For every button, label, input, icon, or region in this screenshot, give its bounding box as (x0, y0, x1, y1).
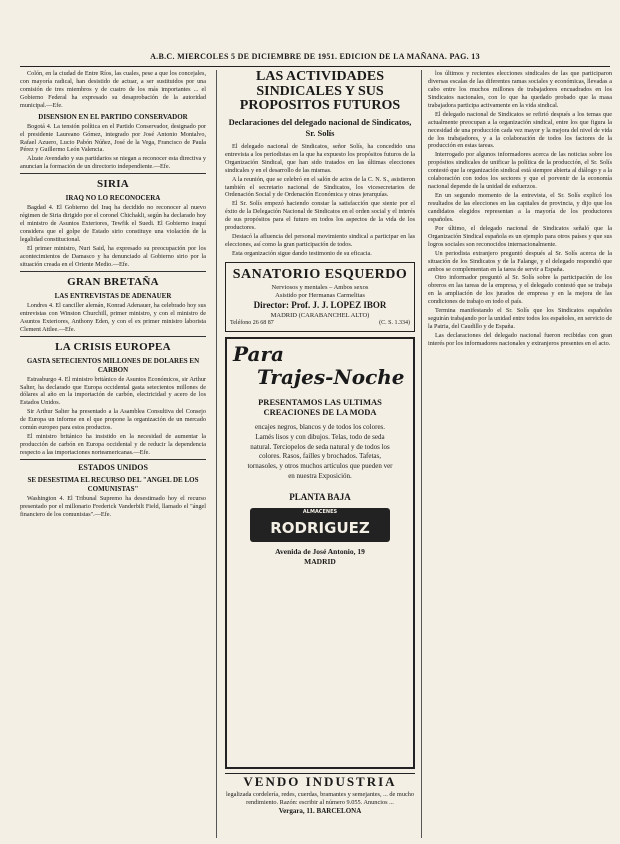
article-text: Colón, en la ciudad de Entre Ríos, las cuales, pese a que los concejales, con mayoría radical, han desistido de actuar, a ser sustituidos por una comisión de tres miembros y de cuatro de los más importantes ... el Gobierno Federal ha expresado su desaprobación de la autoridad municipal.—Efe. (20, 70, 206, 109)
headline: GASTA SETECIENTOS MILLONES DE DOLARES EN CARBON (26, 356, 200, 374)
article-text: Destacó la afluencia del personal movimiento sindical a participar en las elecciones, así como la gran participación de todos. (225, 233, 415, 249)
divider (20, 459, 206, 460)
article-text: Sir Arthur Salter ha presentado a la Asamblea Consultiva del Consejo de Europa un informe en el que propone la organización de un mercado común europeo para estos productos. (20, 408, 206, 432)
ad-phone: Teléfono 26 68 87 (230, 320, 274, 327)
article-text: El delegado nacional de Sindicatos, señor Solís, ha concedido una entrevista a los periodistas en la que ha expuesto los propósitos futuros de la Organización Sindical, que han sido tratados en las últimas elecciones sindicales y en el desarrollo de las mismas. (225, 142, 415, 174)
page-header: A.B.C. MIERCOLES 5 DE DICIEMBRE DE 1951. EDICION DE LA MAÑANA. PAG. 13 (20, 52, 610, 67)
article-text: Las declaraciones del delegado nacional fueron recibidas con gran interés por los informadores nacionales y extranjeros presentes en el acto. (428, 332, 612, 347)
ad-title: SANATORIO ESQUERDO (232, 266, 408, 282)
logo-text: RODRIGUEZ (270, 519, 370, 538)
main-headline: LAS ACTIVIDADES SINDICALES Y SUS PROPOSITOS FUTUROS (239, 70, 401, 114)
article-text: A la reunión, que se celebró en el salón de actos de la C. N. S., asistieron también el secretario nacional de Sindicatos, los vicesecretarios de Ordenación Social y de Ordenación Económica y otras jerarquías. (225, 175, 415, 199)
sanatorium-ad (225, 262, 415, 332)
article-text: Por último, el delegado nacional de Sindicatos señaló que la Organización Sindical española es un ejemplo para otros países y que sus logros sociales son reconocidos internacionalmente. (428, 224, 612, 248)
article-text: Interrogado por algunos informadores acerca de las noticias sobre los propósitos sindicales de unificar la política de la producción, el Sr. Solís contestó que la organización sindical está siempre abierta al diálogo y a la colaboración con todos los sectores y que el porvenir de la economía nacional depende de la unidad de esfuerzos. (428, 151, 612, 191)
divider (20, 271, 206, 272)
ad-headline: PRESENTAMOS LAS ULTIMAS CREACIONES DE LA MODA (258, 396, 382, 417)
column-1 (20, 70, 206, 838)
article-text: El Sr. Solís empezó haciendo constar la satisfacción que siente por el éxito de la Delegación Nacional de Sindicatos en el orden social y el interés de sus propósitos para el futuro en todos los aspectos de la vida de los productores. (225, 200, 415, 232)
ad-ref: (C. S. 1.334) (379, 320, 410, 327)
ad-floor: PLANTA BAJA (289, 491, 351, 502)
divider (20, 173, 206, 174)
article-text: Otro informador preguntó al Sr. Solís sobre la participación de los obreros en las tareas de la empresa, y el delegado contestó que se trabaja en la ampliación de los jurados de empresa y en la mejora de las condiciones de trabajo en todo el país. (428, 274, 612, 306)
ad-footer (230, 320, 410, 328)
ad-script-title: Para (233, 341, 284, 366)
classified-address: Vergara, 11. BARCELONA (278, 806, 362, 815)
column-3 (428, 70, 612, 838)
divider (20, 336, 206, 337)
article-text: El primer ministro, Nuri Said, ha expresado su preocupación por los acontecimientos de Damasco y ha denunciado al Gobierno sirio por la situación creada en el Oriente Medio.—Efe. (20, 244, 206, 268)
ad-director: Director: Prof. J. J. LOPEZ IBOR (253, 300, 387, 311)
article-text: Estrasburgo 4. El ministro británico de Asuntos Económicos, sir Arthur Salter, ha declarado que Europa occidental gasta setecientos millones de dólares al año en la importación de carbón, electricidad y acero de los Estados Unidos. (20, 375, 206, 407)
ad-body: encajes negros, blancos y de todos los colores. Lamés lisos y con dibujos. Telas, todo de seda natural. Terciopelos de seda natural y de todos los colores. Rasos, failles y brochados. Tafetas, tornasoles, y otros muchos artículos que pueden ver en nuestra Exposición. (247, 422, 393, 480)
headline: DISENSION EN EL PARTIDO CONSERVADOR (38, 112, 188, 121)
store-logo (250, 508, 390, 542)
headline: IRAQ NO LO RECONOCERA (65, 194, 161, 203)
article-text: Bagdad 4. El Gobierno del Iraq ha decidido no reconocer al nuevo régimen de Siria dirigido por el coronel Chichakli, según ha declarado hoy el ministro de Asuntos Exteriores, Tewfik el Suedi. El Gobierno iraquí considera que el golpe de Estado sirio constituye una violación de la legalidad constitucional. (20, 204, 206, 244)
logo-caption: ALMACENES (302, 509, 338, 516)
ad-city: MADRID (304, 556, 336, 566)
ad-address: Avenida de José Antonio, 19 (275, 547, 365, 557)
fashion-ad (225, 337, 415, 769)
ad-script-title: Trajes-Noche (257, 364, 405, 389)
classified-title: VENDO INDUSTRIA (225, 773, 415, 791)
column-rule (216, 70, 217, 838)
article-text: Londres 4. El canciller alemán, Konrad Adenauer, ha celebrado hoy sus entrevistas con Winston Churchill, primer ministro, y con el ministro de Asuntos Exteriores, Anthony Eden, y con el ex primer ministro laborista Clement Attlee.—Efe. (20, 301, 206, 333)
ad-text: Nerviosos y mentales – Ambos sexos (271, 283, 369, 291)
article-text: El ministro británico ha insistido en la necesidad de aumentar la producción de carbón en Europa occidental y de reducir la dependencia respecto a las importaciones norteamericanas.—Efe. (20, 433, 206, 456)
headline: LAS ENTREVISTAS DE ADENAUER (54, 291, 172, 300)
column-rule (421, 70, 422, 838)
classified-text: legalizada cordelería, redes, cuerdas, bramantes y semejantes, ... de mucho rendimiento. Razón: escribir al número 9.055. Anuncios ... (225, 790, 415, 806)
article-text: Washington 4. El Tribunal Supremo ha desestimado hoy el recurso presentado por el millonario Frederick Vanderbilt Field, llamado el "ángel financiero de los comunistas".—Efe. (20, 495, 206, 518)
section-title: GRAN BRETAÑA (67, 275, 159, 288)
ad-text: Asistido por Hermanas Carmelitas (275, 292, 365, 300)
article-text: Esta organización sigue dando testimonio de su eficacia. (232, 250, 372, 257)
article-text: Termina manifestando el Sr. Solís que los Sindicatos españoles seguirán trabajando por la unidad entre todos los españoles, en servicio de la Patria, del Caudillo y de España. (428, 307, 612, 331)
article-text: Bogotá 4. La tensión política en el Partido Conservador, designado por el presidente Laureano Gómez, integrado por José Antonio Montalvo, Rafael Azuero, Lucio Pabón Núñez, José de la Vega, Francisco de Paula Pérez y Guillermo León Valencia. (20, 122, 206, 154)
article-text: Un periodista extranjero preguntó después al Sr. Solís acerca de la situación de los Sindicatos y de la Falange, y el delegado respondió que ambos se complementan en la tarea de servir a España. (428, 249, 612, 273)
article-text: En un segundo momento de la entrevista, el Sr. Solís explicó los resultados de las elecciones en las capitales de provincia, y dijo que los candidatos elegidos representan a la mayoría de los productores españoles. (428, 192, 612, 223)
main-subheadline: Declaraciones del delegado nacional de Sindicatos, Sr. Solís (228, 117, 412, 138)
section-title: LA CRISIS EUROPEA (55, 340, 171, 353)
article-text: El delegado nacional de Sindicatos se refirió después a los temas que actualmente preocupan a la organización sindical, entre los que figura la necesidad de una producción cada vez mayor y la mejora del nivel de vida de los trabajadores, y a la colaboración de todos los factores de la producción en estas tareas. (428, 110, 612, 150)
ad-address: MADRID (CARABANCHEL ALTO) (270, 311, 370, 319)
section-title: SIRIA (96, 178, 130, 191)
column-2 (225, 70, 415, 838)
article-text: los últimos y recientes elecciones sindicales de las que participaron diversas escalas de las diferentes ramas sociales y económicas, llevadas a cabo entre los muchos millones de trabajadores encuadrados en los Sindicatos nacionales, con lo que ha quedado probado que la masa trabajadora participa activamente en la vida sindical. (428, 70, 612, 109)
headline: SE DESESTIMA EL RECURSO DEL "ANGEL DE LOS COMUNISTAS" (27, 476, 199, 494)
section-title: ESTADOS UNIDOS (78, 462, 148, 472)
article-text: Alzate Avendaño y sus partidarios se niegan a reconocer esta directiva y anuncian la formación de un directorio independiente.—Efe. (20, 155, 206, 171)
